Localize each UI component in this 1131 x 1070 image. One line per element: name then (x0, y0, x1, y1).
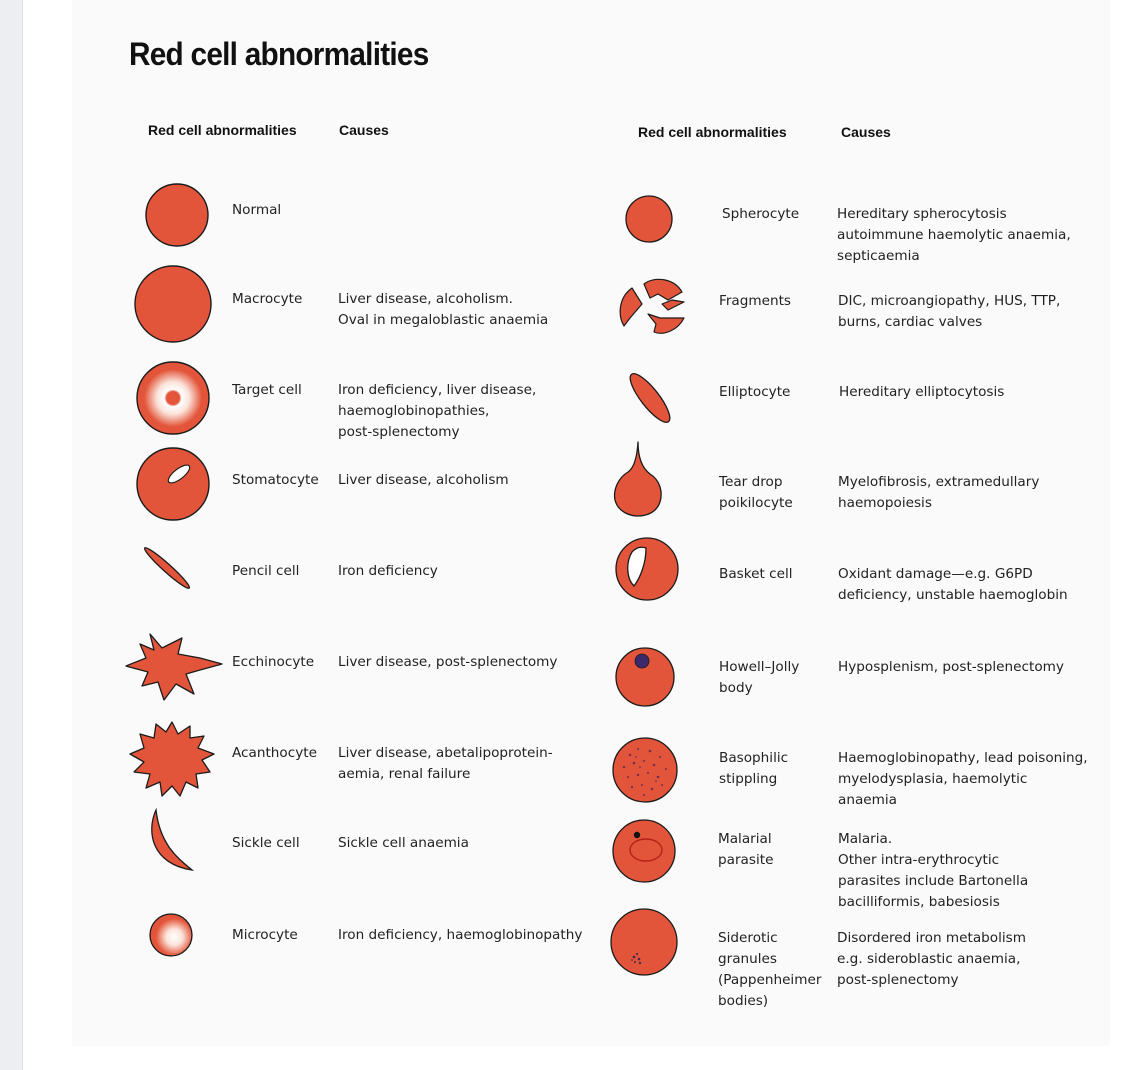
left-item-3-causes: Iron deficiency, liver disease, haemoglobinopathies, post-splenectomy (338, 382, 537, 440)
right-item-8-causes: Malaria. Other intra-erythrocytic parasites include Bartonella bacilliformis, babesiosis (838, 831, 1029, 910)
right-item-7-causes: Haemoglobinopathy, lead poisoning, myelodysplasia, haemolytic anaemia (838, 750, 1088, 808)
normal-cell-icon (135, 180, 215, 250)
malarial-parasite-icon (608, 816, 680, 886)
right-item-7-label: Basophilic stippling (719, 750, 789, 787)
stomatocyte-icon (128, 446, 218, 526)
right-item-5-label: Basket cell (719, 566, 793, 582)
spherocyte-icon (622, 194, 678, 246)
right-item-1-label: Spherocyte (722, 206, 800, 222)
right-item-8-label: Malarial parasite (718, 831, 774, 868)
sickle-cell-icon (140, 806, 210, 876)
right-item-3-label: Elliptocyte (719, 384, 791, 400)
left-item-4-causes: Liver disease, alcoholism (338, 472, 509, 488)
page-title: Red cell abnormalities (129, 36, 429, 72)
left-item-4-label: Stomatocyte (232, 472, 319, 488)
left-item-3-label: Target cell (232, 382, 302, 398)
elliptocyte-icon (620, 366, 680, 430)
left-causes-header: Causes (339, 122, 389, 138)
right-item-4-causes: Myelofibrosis, extramedullary haemopoiesis (838, 474, 1040, 511)
fragments-icon (614, 274, 690, 340)
macrocyte-icon (128, 262, 218, 347)
right-item-4-label: Tear drop poikilocyte (719, 474, 793, 511)
left-abnormalities-header: Red cell abnormalities (148, 122, 297, 138)
left-item-8-causes: Sickle cell anaemia (338, 835, 469, 851)
acanthocyte-icon (128, 718, 218, 800)
left-item-5-label: Pencil cell (232, 563, 300, 579)
left-item-2-label: Macrocyte (232, 291, 303, 307)
window-left-edge (0, 0, 23, 1070)
left-item-7-causes: Liver disease, abetalipoprotein- aemia, renal failure (338, 745, 553, 782)
basket-cell-icon (612, 534, 682, 604)
right-item-2-causes: DIC, microangiopathy, HUS, TTP, burns, cardiac valves (838, 293, 1061, 330)
right-item-9-causes: Disordered iron metabolism e.g. sideroblastic anaemia, post-splenectomy (837, 930, 1026, 988)
left-item-7-label: Acanthocyte (232, 745, 317, 761)
left-item-6-label: Ecchinocyte (232, 654, 315, 670)
microcyte-icon (146, 910, 196, 960)
howell-jolly-icon (612, 644, 678, 710)
right-causes-header: Causes (841, 124, 891, 140)
left-item-9-label: Microcyte (232, 927, 298, 943)
right-item-1-causes: Hereditary spherocytosis autoimmune haemolytic anaemia, septicaemia (837, 206, 1071, 264)
right-item-6-causes: Hyposplenism, post-splenectomy (838, 659, 1064, 675)
pencil-cell-icon (138, 540, 198, 600)
right-item-6-label: Howell–Jolly body (719, 659, 800, 696)
ecchinocyte-icon (124, 628, 224, 708)
target-cell-icon (128, 360, 218, 440)
tear-drop-icon (610, 440, 666, 518)
right-item-3-causes: Hereditary elliptocytosis (839, 384, 1005, 400)
right-item-2-label: Fragments (719, 293, 792, 309)
left-item-6-causes: Liver disease, post-splenectomy (338, 654, 558, 670)
left-item-5-causes: Iron deficiency (338, 563, 438, 579)
left-item-8-label: Sickle cell (232, 835, 300, 851)
basophilic-stippling-icon (610, 735, 680, 805)
left-item-1-label: Normal (232, 202, 282, 218)
siderotic-granules-icon (604, 905, 684, 979)
left-item-2-causes: Liver disease, alcoholism. Oval in megaloblastic anaemia (338, 291, 549, 328)
left-item-9-causes: Iron deficiency, haemoglobinopathy (338, 927, 583, 943)
right-item-5-causes: Oxidant damage—e.g. G6PD deficiency, unstable haemoglobin (838, 566, 1068, 603)
right-abnormalities-header: Red cell abnormalities (638, 124, 787, 140)
right-item-9-label: Siderotic granules (Pappenheimer bodies) (718, 930, 822, 1009)
